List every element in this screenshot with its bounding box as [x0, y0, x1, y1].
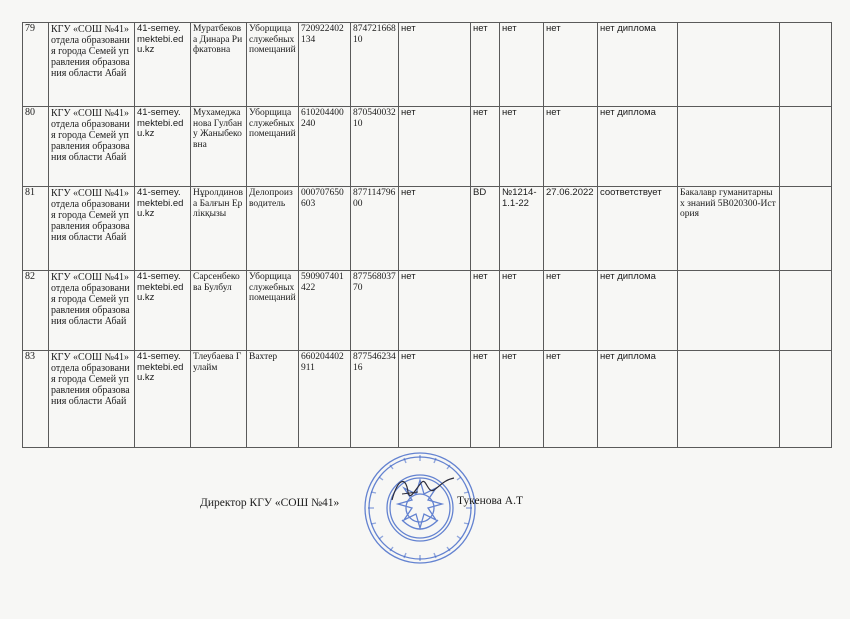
criterion-6-cell	[678, 107, 780, 187]
empty-cell	[780, 187, 832, 271]
criterion-2-cell: нет	[471, 271, 500, 351]
table-row	[23, 107, 832, 187]
criterion-2-cell: нет	[471, 351, 500, 448]
criterion-2-cell: BD	[471, 187, 500, 271]
criterion-5-cell: нет диплома	[598, 23, 678, 107]
criterion-3-cell: нет	[500, 271, 544, 351]
criterion-5-cell: нет диплома	[598, 271, 678, 351]
row-number: 81	[23, 187, 49, 271]
phone-cell: 87756803770	[351, 271, 399, 351]
criterion-3-cell: нет	[500, 107, 544, 187]
website-cell: 41-semey.mektebi.edu.kz	[135, 351, 191, 448]
criterion-4-cell: нет	[544, 107, 598, 187]
criterion-6-cell	[678, 23, 780, 107]
phone-cell: 87472166810	[351, 23, 399, 107]
criterion-5-cell: нет диплома	[598, 351, 678, 448]
organization-cell: КГУ «СОШ №41» отдела образования города Семей управления образования области Абай	[49, 23, 135, 107]
website-cell: 41-semey.mektebi.edu.kz	[135, 107, 191, 187]
criterion-2-cell: нет	[471, 107, 500, 187]
row-number: 79	[23, 23, 49, 107]
table-row	[23, 23, 832, 107]
criterion-6-cell: Бакалавр гуманитарных знаний 5В020300-История	[678, 187, 780, 271]
employee-name-cell: Мухамеджанова Гулбану Жаныбековна	[191, 107, 247, 187]
employee-name-cell: Нұролдинова Балғын Ерлікқызы	[191, 187, 247, 271]
organization-cell: КГУ «СОШ №41» отдела образования города Семей управления образования области Абай	[49, 107, 135, 187]
criterion-1-cell: нет	[399, 187, 471, 271]
empty-cell	[780, 351, 832, 448]
position-cell: Вахтер	[247, 351, 299, 448]
employee-name-cell: Муратбекова Динара Рифкатовна	[191, 23, 247, 107]
criterion-3-cell: нет	[500, 23, 544, 107]
criterion-1-cell: нет	[399, 107, 471, 187]
position-cell: Делопроизводитель	[247, 187, 299, 271]
criterion-3-cell: нет	[500, 351, 544, 448]
website-cell: 41-semey.mektebi.edu.kz	[135, 271, 191, 351]
position-cell: Уборщица служебных помещаний	[247, 107, 299, 187]
iin-cell: 660204402911	[299, 351, 351, 448]
employee-name-cell: Тлеубаева Гулайм	[191, 351, 247, 448]
phone-cell: 87711479600	[351, 187, 399, 271]
organization-cell: КГУ «СОШ №41» отдела образования города Семей управления образования области Абай	[49, 271, 135, 351]
criterion-4-cell: нет	[544, 351, 598, 448]
criterion-6-cell	[678, 351, 780, 448]
phone-cell: 87754623416	[351, 351, 399, 448]
criterion-1-cell: нет	[399, 351, 471, 448]
website-cell: 41-semey.mektebi.edu.kz	[135, 23, 191, 107]
criterion-5-cell: нет диплома	[598, 107, 678, 187]
iin-cell: 000707650603	[299, 187, 351, 271]
criterion-5-cell: соответствует	[598, 187, 678, 271]
phone-cell: 87054003210	[351, 107, 399, 187]
signature-icon	[388, 468, 458, 508]
empty-cell	[780, 271, 832, 351]
iin-cell: 610204400240	[299, 107, 351, 187]
iin-cell: 720922402134	[299, 23, 351, 107]
website-cell: 41-semey.mektebi.edu.kz	[135, 187, 191, 271]
criterion-1-cell: нет	[399, 271, 471, 351]
table-row	[23, 351, 832, 448]
position-cell: Уборщица служебных помещаний	[247, 271, 299, 351]
empty-cell	[780, 107, 832, 187]
criterion-4-cell: нет	[544, 271, 598, 351]
criterion-1-cell: нет	[399, 23, 471, 107]
criterion-6-cell	[678, 271, 780, 351]
empty-cell	[780, 23, 832, 107]
employee-name-cell: Сарсенбекова Булбул	[191, 271, 247, 351]
director-title: Директор КГУ «СОШ №41»	[200, 497, 340, 509]
organization-cell: КГУ «СОШ №41» отдела образования города Семей управления образования области Абай	[49, 187, 135, 271]
position-cell: Уборщица служебных помещаний	[247, 23, 299, 107]
row-number: 80	[23, 107, 49, 187]
row-number: 82	[23, 271, 49, 351]
director-name: Тукенова А.Т	[457, 495, 523, 507]
table-row	[23, 271, 832, 351]
criterion-4-cell: 27.06.2022	[544, 187, 598, 271]
organization-cell: КГУ «СОШ №41» отдела образования города Семей управления образования области Абай	[49, 351, 135, 448]
criterion-4-cell: нет	[544, 23, 598, 107]
criterion-2-cell: нет	[471, 23, 500, 107]
criterion-3-cell: №1214-1.1-22	[500, 187, 544, 271]
table-row	[23, 187, 832, 271]
row-number: 83	[23, 351, 49, 448]
iin-cell: 590907401422	[299, 271, 351, 351]
staff-table	[22, 22, 832, 448]
